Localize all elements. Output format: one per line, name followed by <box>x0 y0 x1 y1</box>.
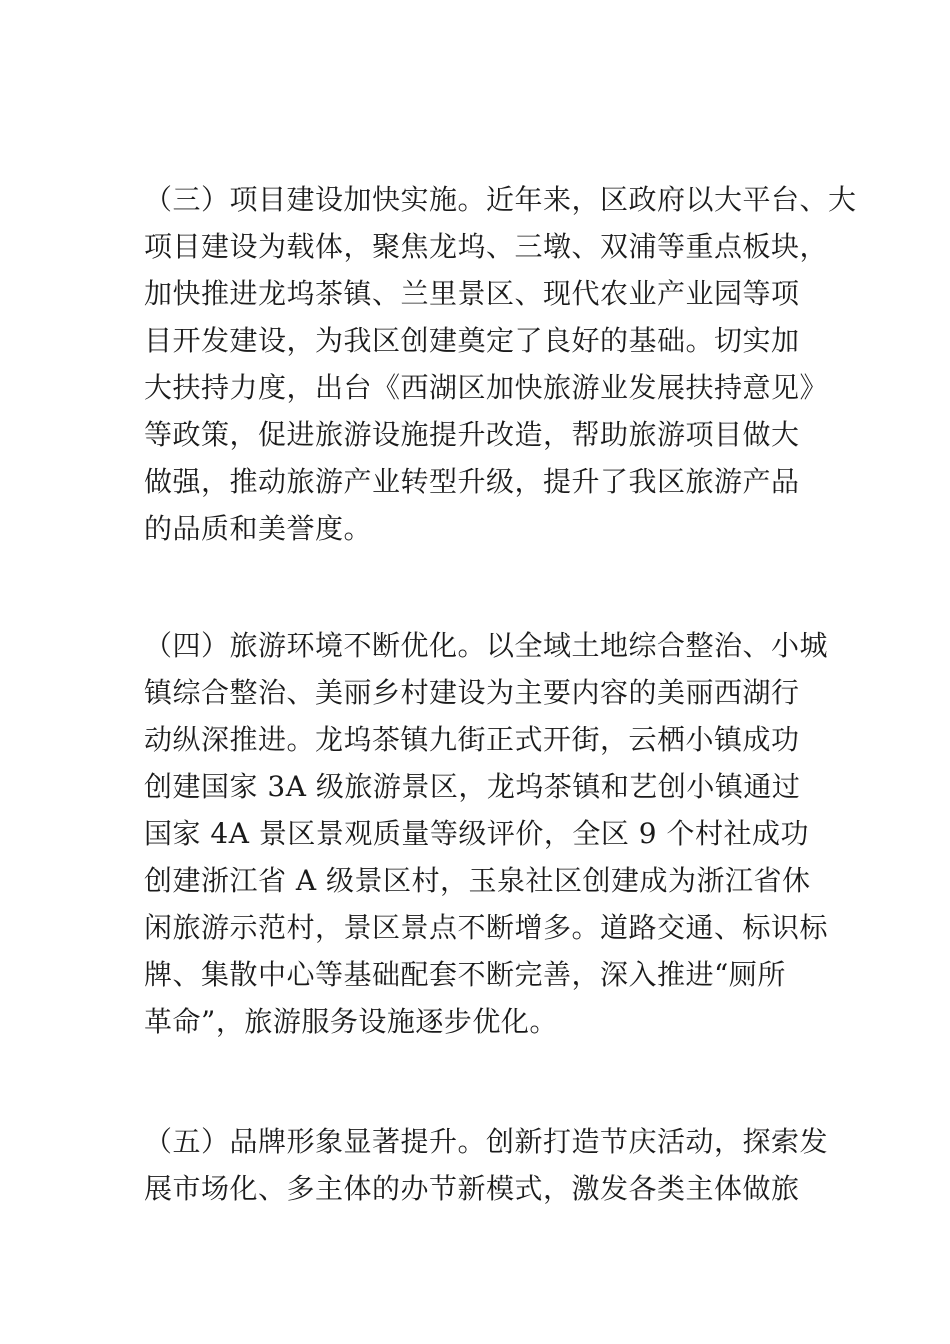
text-line: 镇综合整治、美丽乡村建设为主要内容的美丽西湖行 <box>144 676 800 709</box>
text-line: 创建国家 3A 级旅游景区，龙坞茶镇和艺创小镇通过 <box>144 770 801 803</box>
text-line: 做强，推动旅游产业转型升级，提升了我区旅游产品 <box>144 465 800 498</box>
text-line: 目开发建设，为我区创建奠定了良好的基础。切实加 <box>144 324 800 357</box>
text-line: 创建浙江省 A 级景区村，玉泉社区创建成为浙江省休 <box>144 864 811 897</box>
text-line: 动纵深推进。龙坞茶镇九街正式开街，云栖小镇成功 <box>144 723 800 756</box>
text-line: 展市场化、多主体的办节新模式，激发各类主体做旅 <box>144 1172 800 1205</box>
text-line: （四）旅游环境不断优化。以全域土地综合整治、小城 <box>144 629 829 662</box>
text-line: 国家 4A 景区景观质量等级评价，全区 9 个村社成功 <box>144 817 809 850</box>
paragraph-tourism-environment <box>144 622 829 1045</box>
paragraph-project-construction <box>144 176 857 552</box>
text-line: （五）品牌形象显著提升。创新打造节庆活动，探索发 <box>144 1125 829 1158</box>
text-line: 的品质和美誉度。 <box>144 512 373 545</box>
text-line: 等政策，促进旅游设施提升改造，帮助旅游项目做大 <box>144 418 800 451</box>
text-line: 牌、集散中心等基础配套不断完善，深入推进“厕所 <box>144 958 786 991</box>
paragraph-brand-image <box>144 1118 829 1212</box>
text-line: 加快推进龙坞茶镇、兰里景区、现代农业产业园等项 <box>144 277 800 310</box>
text-line: 项目建设为载体，聚焦龙坞、三墩、双浦等重点板块， <box>144 230 829 263</box>
text-line: 大扶持力度，出台《西湖区加快旅游业发展扶持意见》 <box>144 371 829 404</box>
text-line: 闲旅游示范村，景区景点不断增多。道路交通、标识标 <box>144 911 829 944</box>
text-line: 革命”，旅游服务设施逐步优化。 <box>144 1005 558 1038</box>
text-line: （三）项目建设加快实施。近年来，区政府以大平台、大 <box>144 183 857 216</box>
